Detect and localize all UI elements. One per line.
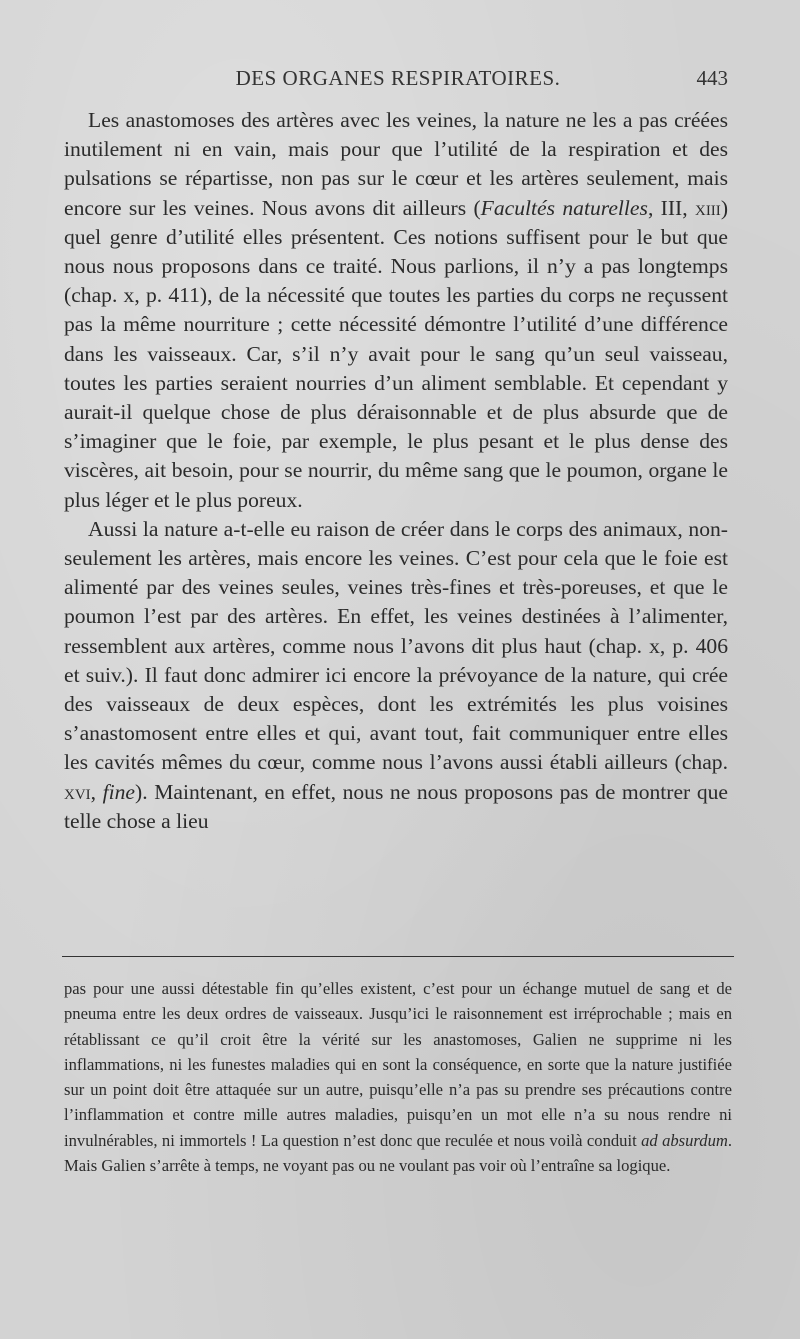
paragraph-1-part-1: Les anastomoses des artères avec les veines, la nature ne les a pas créées inutilement ni en vain, mais pour que l’utilité de la respiration et des pulsations se répartisse, non pas sur le cœur et les artères seulement, mais encore sur les veines. Nous avons dit ailleurs ( (64, 108, 728, 220)
footnote-paragraph (64, 976, 732, 1178)
footnote-part-1: pas pour une aussi détestable fin qu’elles existent, c’est pour un échange mutuel de sang et de pneuma entre les deux ordres de vaisseaux. Jusqu’ici le raisonnement est irréprochable ; mais en rétablissant ce qu’il croit être la vérité sur les anastomoses, Galien ne supprime ni les inflammations, ni les funestes maladies qui en sont la conséquence, en sorte que la nature justifiée sur un point doit être attaquée sur un autre, puisqu’elle n’a pas su prendre ses précautions contre l’inflammation et contre mille autres maladies, puisqu’en un mot elle n’a su nous rendre ni invulnérables, ni immortels ! La question n’est donc que reculée et nous voilà conduit (64, 979, 732, 1150)
footnote-italic-ref: ad absurdum (641, 1130, 728, 1150)
footnote-part-2: . Mais Galien s’arrête à temps, ne voyant pas ou ne voulant pas voir où l’entraîne sa logique. (64, 1130, 733, 1176)
main-text (64, 106, 728, 836)
footnote (64, 976, 732, 1178)
footnote-separator (62, 956, 734, 957)
paragraph-2-italic-ref: fine (102, 779, 136, 804)
page-number: 443 (696, 66, 728, 90)
paragraph-1-part-2: , III, (647, 195, 695, 220)
running-title: DES ORGANES RESPIRATOIRES. (235, 66, 561, 90)
paragraph-1-italic-ref: Facultés naturelles (480, 195, 648, 220)
paragraph-1-chapter-ref: xiii (694, 195, 721, 220)
paragraph-2-chapter-ref: xvi (64, 779, 91, 804)
paragraph-2-part-2: , (90, 779, 103, 804)
paragraph-2-part-1: Aussi la nature a-t-elle eu raison de créer dans le corps des animaux, non-seulement les artères, mais encore les veines. C’est pour cela que le foie est alimenté par des veines seules, veines très-fines et très-poreuses, et que le poumon l’est par des artères. En effet, les veines destinées à l’alimenter, ressemblent aux artères, comme nous l’avons dit plus haut (chap. x, p. 406 et suiv.). Il faut donc admirer ici encore la prévoyance de la nature, qui crée des vaisseaux de deux espèces, dont les extrémités les plus voisines s’anastomosent entre elles et qui, avant tout, fait communiquer entre elles les cavités mêmes du cœur, comme nous l’avons aussi établi ailleurs (chap. (64, 516, 728, 775)
paragraph-2-part-3: ). Maintenant, en effet, nous ne nous proposons pas de montrer que telle chose a lieu (64, 779, 728, 833)
paragraph-1 (64, 106, 728, 515)
paragraph-2 (64, 515, 728, 836)
running-head (62, 66, 734, 96)
paragraph-1-part-3: ) quel genre d’utilité elles présentent. Ces notions suffisent pour le but que nous nous proposons dans ce traité. Nous parlions, il n’y a pas longtemps (chap. x, p. 411), de la nécessité que toutes les parties du corps ne reçussent pas la même nourriture ; cette nécessité démontre l’utilité d’une différence dans les vaisseaux. Car, s’il n’y avait pour le sang qu’un seul vaisseau, toutes les parties seraient nourries d’un aliment semblable. Et cependant y aurait-il quelque chose de plus déraisonnable et de plus absurde que de s’imaginer que le foie, par exemple, le plus pesant et le plus dense des viscères, ait besoin, pour se nourrir, du même sang que le poumon, organe le plus léger et le plus poreux. (64, 195, 729, 512)
